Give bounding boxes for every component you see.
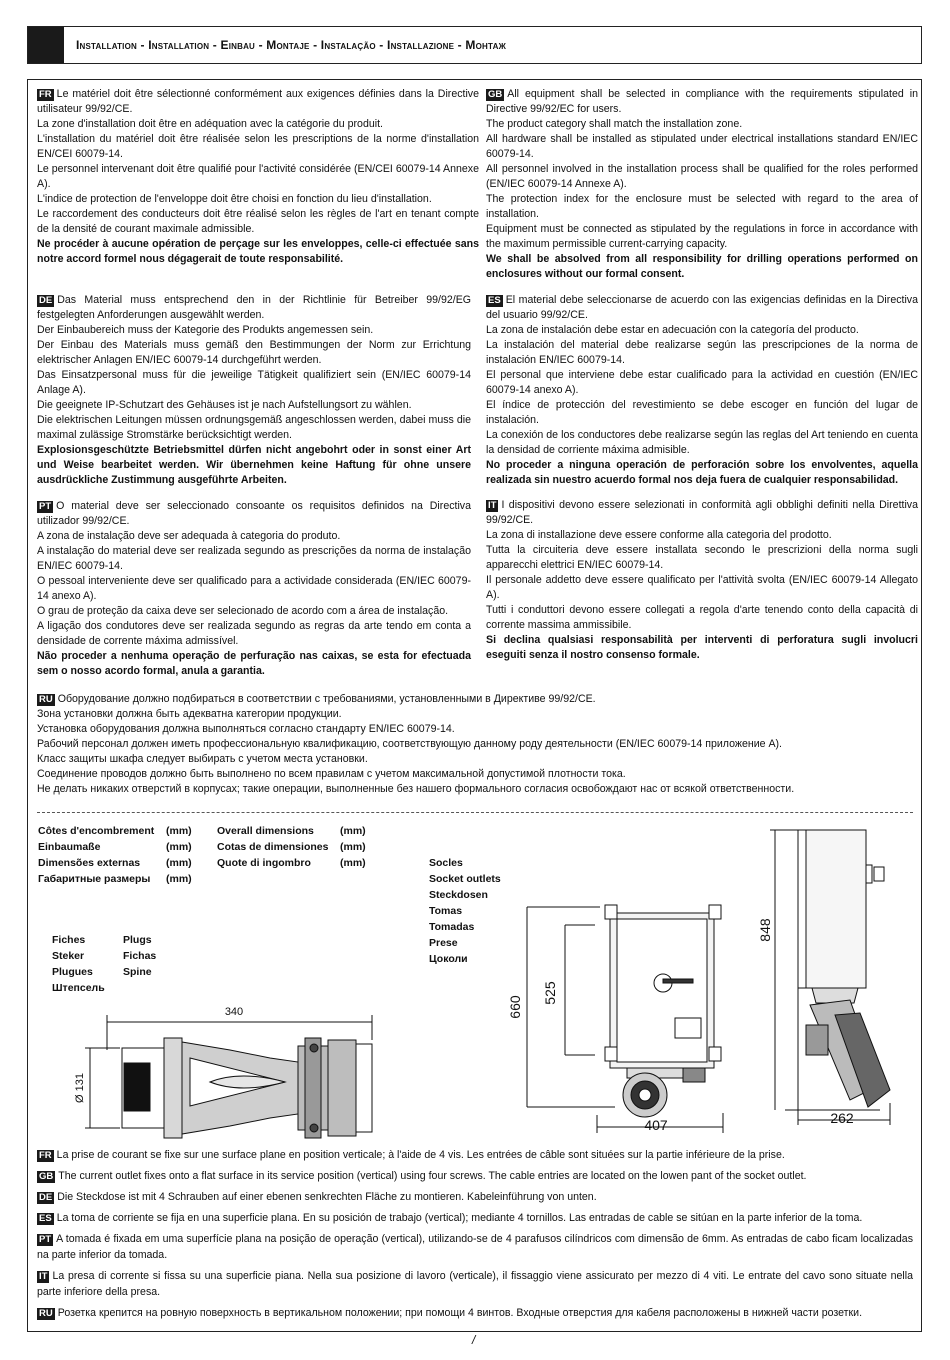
section-de: [37, 293, 471, 488]
socket-label: Tomadas: [429, 921, 475, 933]
gb-line: All equipment shall be selected in compliance with the requirements stipulated in Directive 99/92/EC for users.: [486, 88, 918, 115]
de-line: Die geeignete IP-Schutzart des Gehäuses ist je nach Aufstellungsort zu wählen.: [37, 399, 412, 411]
section-fr: [37, 87, 479, 267]
plugs-labels-right: [123, 932, 156, 980]
it-warning: Si declina qualsiasi responsabilità per interventi di perforatura sugli involucri eseguiti senza il nostro consenso formale.: [486, 634, 918, 661]
dim-unit: (mm): [166, 857, 192, 869]
instruction-text: La toma de corriente se fija en una superficie plana. En su posición de trabajo (vertical); mediante 4 tornillos. Las entradas de cable se sitúan en la parte inferior de la toma.: [56, 1212, 863, 1224]
es-line: La zona de instalación debe estar en adecuación con la categoría del producto.: [486, 324, 859, 336]
dim-label: Габаритные размеры: [38, 873, 151, 885]
de-warning: Explosionsgeschützte Betriebsmittel dürfen nicht angebohrt oder in sonst einer Art und Weise bearbeitet werden. Wir übernehmen keine Haftung für ohne unsere ausdrückliche Zustimmung ausgeführte Arbeiten.: [37, 444, 471, 486]
plug-drawing: [70, 1000, 390, 1145]
pt-line: O grau de proteção da caixa deve ser selecionado de acordo com a área de instalação.: [37, 605, 449, 617]
es-line: El material debe seleccionarse de acuerdo con las exigencias definidas en la Directiva del usuario 99/92/CE.: [486, 294, 918, 321]
socket-label: Цоколи: [429, 953, 468, 965]
it-line: Il personale addetto deve essere qualificato per l'attività svolta (EN/IEC 60079-14 Allegato A).: [486, 574, 918, 601]
fr-warning: Ne procéder à aucune opération de perçage sur les enveloppes, celle-ci effectuée sans notre accord formel nous dégagerait de toute responsabilité.: [37, 238, 479, 265]
mounting-instructions: [37, 1147, 913, 1321]
instruction-text: A tomada é fixada em uma superfície plana na posição de operação (vertical), utilizando-se de 4 parafusos cilíndricos com dimensão de 6mm. As entradas de cabo ficam localizadas na parte inferior da tomada.: [37, 1233, 913, 1261]
pt-line: O material deve ser seleccionado consoante os requisitos definidos na Directiva utilizador 99/92/CE.: [37, 500, 471, 527]
de-line: Die elektrischen Leitungen müssen ordnungsgemäß angeschlossen werden, dabei muss die maximal zulässige Stromstärke berücksichtigt werden.: [37, 414, 471, 441]
fr-line: Le personnel intervenant doit être qualifié pour l'activité considérée (EN/CEI 60079-14 Annexe A).: [37, 163, 479, 190]
lang-tag-fr: FR: [39, 89, 52, 100]
lang-tag-fr: FR: [39, 1150, 52, 1161]
section-es: [486, 293, 918, 488]
es-line: La instalación del material debe realizarse según las prescripciones de la norma de instalación EN/IEC 60079-14.: [486, 339, 918, 366]
socket-label: Socles: [429, 857, 463, 869]
gb-line: The protection index for the enclosure must be selected with regard to the area of installation.: [486, 193, 918, 220]
plug-diameter-label: Ø 131: [74, 1073, 86, 1103]
lang-tag-de: DE: [39, 1192, 53, 1203]
pt-line: O pessoal interveniente deve ser qualificado para a actividade considerada (EN/IEC 60079-14 anexo A).: [37, 575, 471, 602]
section-gb: [486, 87, 918, 282]
fr-line: Le raccordement des conducteurs doit être réalisé selon les règles de l'art en tenant compte de la densité de courant maximale admissible.: [37, 208, 479, 235]
section-divider: [37, 812, 913, 813]
socket-width-label: 407: [644, 1117, 668, 1133]
socket-height-total-label: 660: [507, 995, 523, 1019]
plug-label: Fiches: [52, 934, 86, 946]
side-height-label: 848: [757, 918, 773, 942]
plug-label: Spine: [123, 966, 152, 978]
sockets-labels: [429, 855, 501, 967]
socket-label: Steckdosen: [429, 889, 488, 901]
dim-labels-col2: [217, 823, 366, 871]
dim-unit: (mm): [340, 857, 366, 869]
de-line: Der Einbaubereich muss der Kategorie des Produkts angemessen sein.: [37, 324, 374, 336]
pt-line: A ligação dos condutores deve ser realizada segundo as regras da arte tendo em conta a densidade de corrente máxima admissível.: [37, 620, 471, 647]
es-line: La conexión de los conductores debe realizarse según las reglas del Art teniendo en cuenta la densidad de corriente máxima admisible.: [486, 429, 918, 456]
lang-tag-pt: PT: [39, 501, 52, 512]
ru-line: Не делать никаких отверстий в корпусах; такие операции, выполненные без нашего формального согласия освобождают нас от всякой ответственности.: [37, 783, 795, 795]
lang-tag-it: IT: [39, 1271, 48, 1282]
ru-line: Класс защиты шкафа следует выбирать с учетом места установки.: [37, 753, 368, 765]
plug-length-label: 340: [224, 1006, 244, 1018]
dim-label: Dimensões externas: [38, 857, 141, 869]
instruction-text: La presa di corrente si fissa su una superficie piana. Nella sua posizione di lavoro (verticale), il fissaggio viene assicurato per mezzo di 4 viti. Le entrate del cavo sono situate nella parte inferiore della presa.: [37, 1270, 913, 1298]
socket-label: Socket outlets: [429, 873, 501, 885]
lang-tag-es: ES: [39, 1213, 52, 1224]
plug-label: Штепсель: [52, 982, 105, 994]
ru-line: Соединение проводов должно быть выполнено по всем правилам с учетом максимальной допустимой плотности тока.: [37, 768, 626, 780]
section-pt: [37, 499, 471, 679]
gb-warning: We shall be absolved from all responsibility for drilling operations performed on enclosures without our formal consent.: [486, 253, 918, 280]
lang-tag-gb: GB: [39, 1171, 54, 1182]
section-it: [486, 498, 918, 663]
lang-tag-pt: PT: [39, 1234, 52, 1245]
pt-line: A instalação do material deve ser realizada segundo as prescrições da norma de instalação EN/IEC 60079-14.: [37, 545, 471, 572]
lang-tag-gb: GB: [488, 89, 503, 100]
gb-line: All hardware shall be installed as stipulated under electrical installations standard EN/IEC 60079-14.: [486, 133, 918, 160]
dim-label: Côtes d'encombrement: [38, 825, 155, 837]
dim-label: Quote di ingombro: [217, 857, 311, 869]
page-header: [27, 26, 922, 64]
fr-line: Le matériel doit être sélectionné conformément aux exigences définies dans la Directive utilisateur 99/92/CE.: [37, 88, 479, 115]
fr-line: L'installation du matériel doit être réalisée selon les prescriptions de la norme d'installation EN/CEI 60079-14.: [37, 133, 479, 160]
lang-tag-it: IT: [488, 500, 497, 511]
plugs-labels-left: [52, 932, 105, 996]
lang-tag-de: DE: [39, 295, 53, 306]
it-line: La zona di installazione deve essere conforme alla categoria del prodotto.: [486, 529, 832, 541]
it-line: Tutta la circuiteria deve essere installata secondo le prescrizioni della norma sugli apparecchi elettrici EN/IEC 60079-14.: [486, 544, 918, 571]
es-line: El índice de protección del revestimiento se debe escoger en función del lugar de instalación.: [486, 399, 918, 426]
ru-line: Рабочий персонал должен иметь профессиональную квалификацию, соответствующую данному роду деятельности (EN/IEC 60079-14 приложение A).: [37, 738, 782, 750]
pt-line: A zona de instalação deve ser adequada à categoria do produto.: [37, 530, 341, 542]
socket-front-drawing: [505, 895, 740, 1145]
socket-height-inner-label: 525: [542, 981, 558, 1005]
fr-line: L'indice de protection de l'enveloppe doit être choisi en fonction du lieu d'installation.: [37, 193, 432, 205]
es-line: El personal que interviene debe estar cualificado para la actividad en cuestión (EN/IEC 60079-14 anexo A).: [486, 369, 918, 396]
dim-labels-col1: [38, 823, 192, 887]
socket-label: Tomas: [429, 905, 463, 917]
plug-label: Steker: [52, 950, 85, 962]
de-line: Das Material muss entsprechend den in der Richtlinie für Betreiber 99/92/EG festgelegten Anforderungen ausgewählt werden.: [37, 294, 471, 321]
instruction-text: Die Steckdose ist mit 4 Schrauben auf einer ebenen senkrechten Fläche zu montieren. Kabeleinführung von unten.: [57, 1191, 597, 1203]
dim-unit: (mm): [340, 841, 366, 853]
dim-unit: (mm): [166, 841, 192, 853]
ru-line: Зона установки должна быть адекватна категории продукции.: [37, 708, 342, 720]
gb-line: The product category shall match the installation zone.: [486, 118, 743, 130]
fr-line: La zone d'installation doit être en adéquation avec la catégorie du produit.: [37, 118, 383, 130]
page-title: Installation - Installation - Einbau - Montaje - Instalação - Installazione - Монтаж: [76, 38, 506, 52]
dim-label: Einbaumaße: [38, 841, 101, 853]
socket-label: Prese: [429, 937, 458, 949]
dim-label: Cotas de dimensiones: [217, 841, 329, 853]
de-line: Der Einbau des Materials muss gemäß den Bestimmungen der Norm zur Errichtung elektrischer Anlagen EN/IEC 60079-14 durchgeführt werden.: [37, 339, 471, 366]
header-block: [28, 27, 64, 63]
socket-side-drawing: [750, 825, 900, 1130]
instruction-text: Розетка крепится на ровную поверхность в вертикальном положении; при помощи 4 винтов. Входные отверстия для кабеля расположены в нижней части розетки.: [57, 1307, 863, 1319]
gb-line: Equipment must be connected as stipulated by the regulations in force in accordance with the maximum permissible current-carrying capacity.: [486, 223, 918, 250]
lang-tag-es: ES: [488, 295, 501, 306]
dim-unit: (mm): [166, 825, 192, 837]
it-line: Tutti i conduttori devono essere collegati a regola d'arte tenendo conto della capacità di corrente massima ammissibile.: [486, 604, 918, 631]
es-warning: No proceder a ninguna operación de perforación sobre los envolventes, aquella realizada sin nuestro acuerdo formal nos deja fuera de cualquier responsabilidad.: [486, 459, 918, 486]
it-line: I dispositivi devono essere selezionati in conformità agli obblighi definiti nella Direttiva 99/92/CE.: [486, 499, 918, 526]
instruction-text: The current outlet fixes onto a flat surface in its service position (vertical) using four screws. The cable entries are located on the lowen pant of the socket outlet.: [58, 1170, 807, 1182]
gb-line: All personnel involved in the installation process shall be qualified for the roles performed (EN/IEC 60079-14 Annexe A).: [486, 163, 918, 190]
section-ru: [37, 692, 913, 797]
instruction-text: La prise de courant se fixe sur une surface plane en position verticale; à l'aide de 4 vis. Les entrées de câble sont situées sur la partie inférieure de la prise.: [56, 1149, 785, 1161]
dim-unit: (mm): [340, 825, 366, 837]
ru-line: Установка оборудования должна выполняться согласно стандарту EN/IEC 60079-14.: [37, 723, 455, 735]
plug-label: Fichas: [123, 950, 157, 962]
lang-tag-ru: RU: [39, 694, 53, 705]
page-number: /: [472, 1333, 476, 1347]
plug-label: Plugues: [52, 966, 93, 978]
pt-warning: Não proceder a nenhuma operação de perfuração nas caixas, se esta for efectuada sem o nosso acordo formal, anula a garantia.: [37, 650, 471, 677]
de-line: Das Einsatzpersonal muss für die jeweilige Tätigkeit qualifiziert sein (EN/IEC 60079-14 Anlage A).: [37, 369, 471, 396]
dim-label: Overall dimensions: [217, 825, 314, 837]
lang-tag-ru: RU: [39, 1308, 53, 1319]
side-depth-label: 262: [830, 1110, 854, 1126]
plug-label: Plugs: [123, 934, 152, 946]
ru-line: Оборудование должно подбираться в соответствии с требованиями, установленными в Директиве 99/92/CE.: [57, 693, 596, 705]
dim-unit: (mm): [166, 873, 192, 885]
